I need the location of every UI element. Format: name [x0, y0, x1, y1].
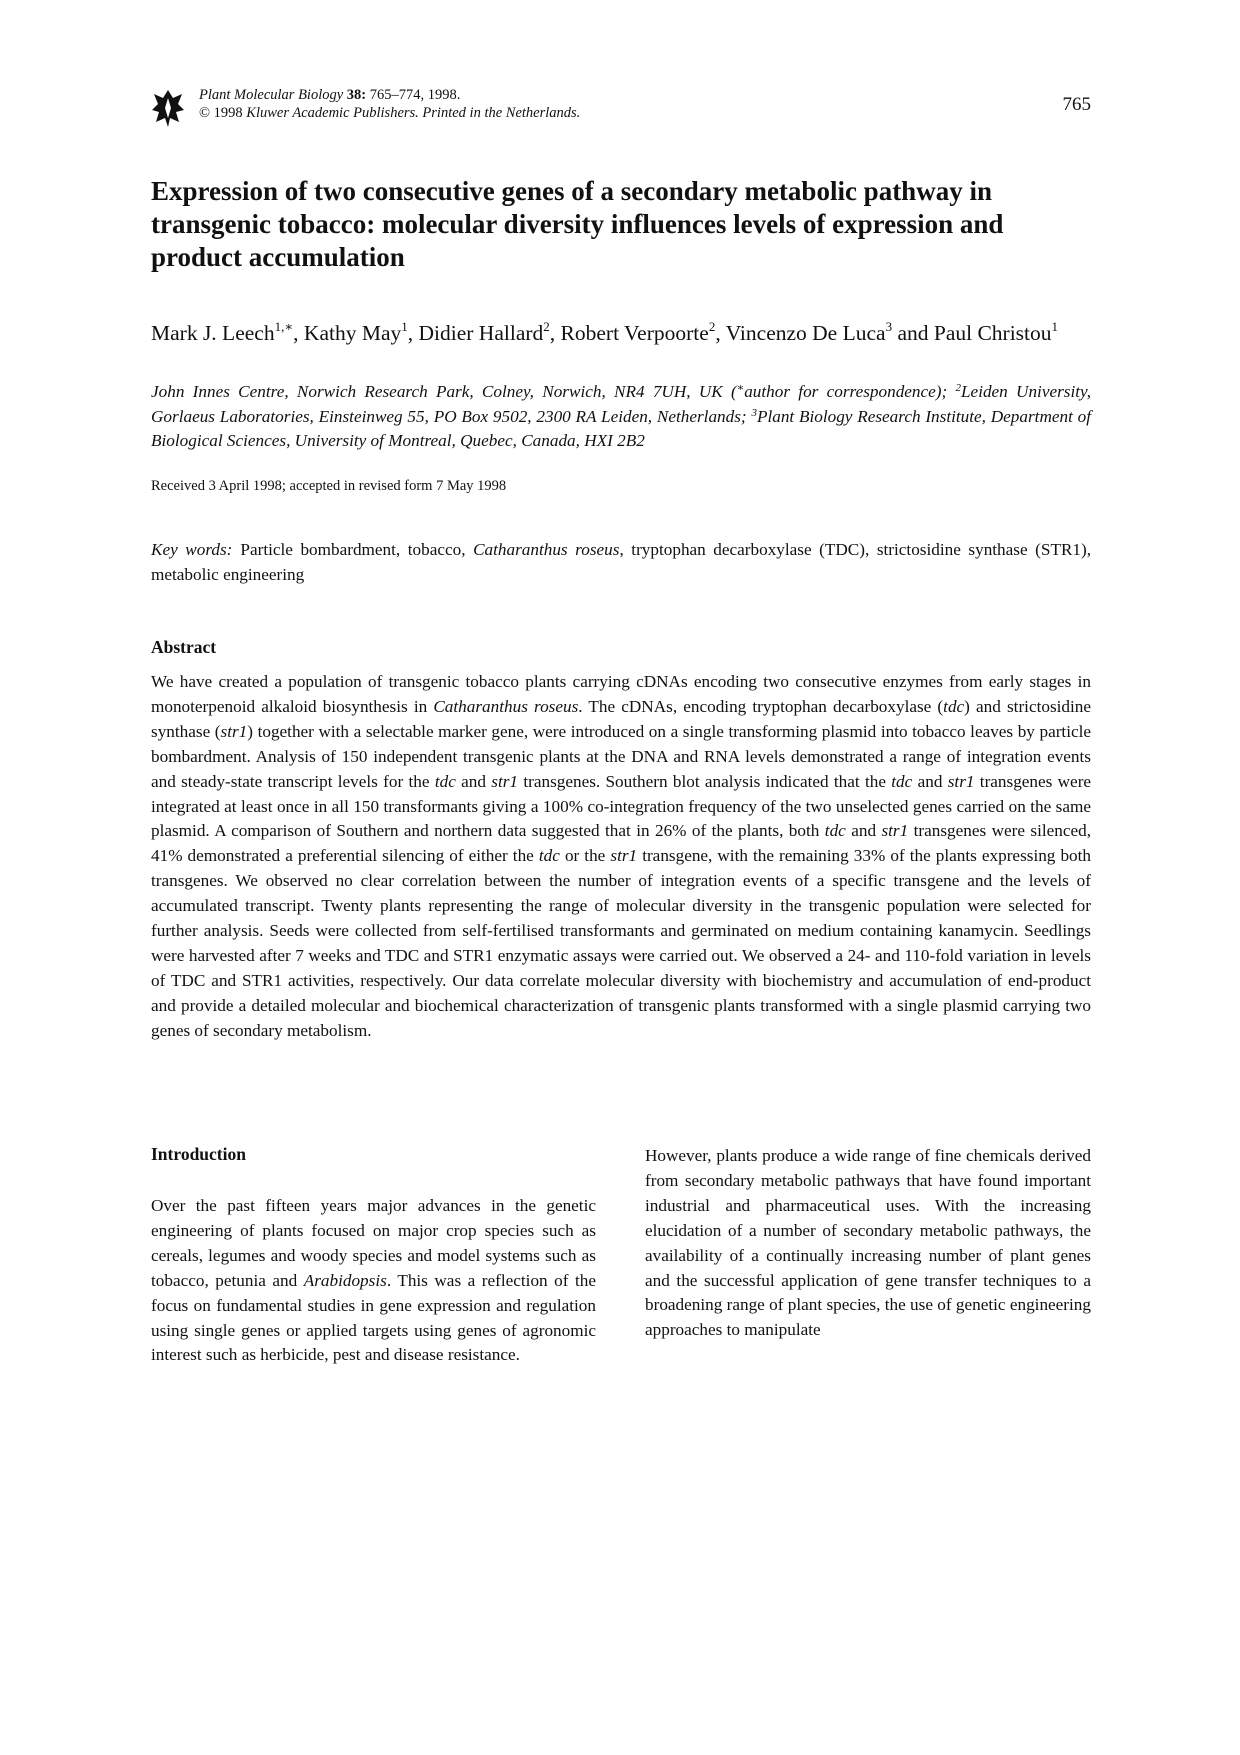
author-name: Robert Verpoorte	[560, 321, 709, 345]
journal-header	[151, 86, 1091, 126]
keywords-text: , tryptophan decarboxylase (TDC), strictosidine synthase (STR1), metabolic engineering	[151, 540, 1092, 584]
abstract-heading: Abstract	[151, 637, 217, 657]
author-separator: ,	[715, 321, 726, 345]
affiliation-3: Plant Biology Research Institute, Department of Biological Sciences, University of Montreal, Quebec, Canada, HXI 2B2	[151, 406, 1092, 450]
affiliation-2: Leiden University, Gorlaeus Laboratories, Einsteinweg 55, PO Box 9502, 2300 RA Leiden, Netherlands;	[151, 382, 1091, 426]
gene-name: tdc	[434, 771, 456, 791]
copyright-year: 1998	[213, 105, 243, 121]
journal-copyright	[199, 104, 580, 122]
affiliations	[151, 380, 1091, 454]
author-name: Vincenzo De Luca	[725, 321, 886, 345]
author-affiliation-mark: 1	[1051, 319, 1059, 334]
abstract-segment: transgenes. Southern blot analysis indicated that the	[523, 771, 886, 791]
kluwer-logo-icon	[151, 88, 185, 128]
author-separator: ,	[293, 321, 304, 345]
abstract-segment: transgenes were integrated at least once in all 150 transformants giving a 100% co-integration frequency of the two unselected genes carried on the same plasmid. A comparison of Southern and northern data suggested that in 26% of the plants, both	[151, 771, 1092, 841]
gene-name: str1	[881, 821, 909, 841]
introduction-column-right: However, plants produce a wide range of fine chemicals derived from secondary metabolic pathways that have found important industrial and pharmaceutical uses. With the increasing elucidation of a number of secondary metabolic pathways, the availability of a continually increasing number of plant genes and the successful application of gene transfer techniques to a broadening range of plant species, the use of genetic engineering approaches to manipulate	[645, 1146, 1091, 1340]
gene-name: tdc	[538, 846, 560, 866]
author-name: Paul Christou	[933, 321, 1052, 345]
gene-name: str1	[220, 721, 248, 741]
author-affiliation-mark: 3	[885, 319, 893, 334]
affiliation-1: John Innes Centre, Norwich Research Park, Colney, Norwich, NR4 7UH, UK (	[151, 382, 737, 401]
abstract-segment: We have created a population of transgenic tobacco plants carrying cDNAs encoding two consecutive enzymes from early stages in monoterpenoid alkaloid biosynthesis in	[151, 672, 1091, 716]
printed-in: Printed in the Netherlands.	[422, 105, 581, 121]
gene-name: tdc	[943, 696, 965, 716]
journal-volume: 38:	[346, 87, 367, 103]
author-name: Didier Hallard	[418, 321, 544, 345]
author-name: Mark J. Leech	[151, 321, 275, 345]
author-affiliation-mark: 1,∗	[274, 319, 294, 334]
author-separator: ,	[407, 321, 419, 345]
gene-name: tdc	[824, 821, 846, 841]
affiliation-mark: 3	[751, 406, 757, 419]
keywords	[151, 538, 1091, 587]
abstract-segment: and	[851, 821, 877, 841]
author-affiliation-mark: 2	[708, 319, 716, 334]
abstract-body	[151, 670, 1091, 1044]
abstract-species: Catharanthus roseus	[433, 696, 579, 716]
journal-pages: 765–774, 1998.	[369, 87, 461, 103]
abstract-segment: and	[917, 771, 943, 791]
publisher-name: Kluwer Academic Publishers.	[246, 105, 419, 121]
author-list	[151, 319, 1091, 347]
correspondence-mark: ∗	[736, 382, 745, 394]
gene-name: str1	[491, 771, 519, 791]
author-name: Kathy May	[303, 321, 402, 345]
abstract-segment: transgene, with the remaining 33% of the plants expressing both transgenes. We observed no clear correlation between the number of integration events of a specific transgene and the levels of accumulated transcript. Twenty plants representing the range of molecular diversity in the transgenic population were selected for further analysis. Seeds were collected from self-fertilised transformants and germinated on medium containing kanamycin. Seedlings were harvested after 7 weeks and TDC and STR1 enzymatic assays were carried out. We observed a 24- and 110-fold variation in levels of TDC and STR1 activities, respectively. Our data correlate molecular diversity with biochemistry and accumulation of end-product and provide a detailed molecular and biochemical characterization of transgenic plants transformed with a single plasmid carrying two genes of secondary metabolism.	[151, 846, 1092, 1040]
abstract-segment: transgenes were silenced, 41% demonstrated a preferential silencing of either the	[151, 821, 1092, 866]
author-affiliation-mark: 1	[401, 319, 408, 334]
abstract-segment: ) and strictosidine synthase (	[151, 696, 1092, 741]
introduction-heading: Introduction	[151, 1144, 246, 1164]
abstract-segment: . The cDNAs, encoding tryptophan decarboxylase (	[578, 696, 944, 716]
journal-name: Plant Molecular Biology	[199, 87, 344, 103]
keywords-species: Catharanthus roseus	[473, 540, 620, 559]
keywords-text: Particle bombardment, tobacco,	[240, 540, 466, 559]
affiliation-mark: 2	[955, 382, 961, 394]
affiliation-1-note: author for correspondence);	[744, 382, 948, 401]
page-number: 765	[1062, 94, 1091, 115]
gene-name: str1	[610, 846, 638, 866]
copyright-symbol: ©	[199, 105, 211, 121]
intro-segment: Over the past fifteen years major advances in the genetic engineering of plants focused on major crop species such as cereals, legumes and woody species and model systems such as tobacco, petunia and	[151, 1196, 596, 1290]
journal-citation	[199, 86, 580, 104]
received-dates: Received 3 April 1998; accepted in revised form 7 May 1998	[151, 478, 507, 494]
author-affiliation-mark: 2	[543, 319, 550, 334]
intro-segment: . This was a reflection of the focus on fundamental studies in gene expression and regulation using single genes or applied targets using genes of agronomic interest such as herbicide, pest and disease resistance.	[151, 1270, 596, 1365]
gene-name: str1	[947, 771, 975, 791]
abstract-segment: or the	[564, 846, 606, 866]
abstract-segment: ) together with a selectable marker gene, were introduced on a single transforming plasmid into tobacco leaves by particle bombardment. Analysis of 150 independent transgenic plants at the DNA and RNA levels demonstrated a range of integration events and steady-state transcript levels for the	[151, 721, 1091, 791]
keywords-label: Key words:	[151, 540, 233, 559]
intro-species: Arabidopsis	[303, 1270, 387, 1290]
gene-name: tdc	[891, 771, 913, 791]
introduction-column-left	[151, 1194, 596, 1368]
author-separator: ,	[549, 321, 561, 345]
author-separator: and	[892, 321, 934, 345]
abstract-segment: and	[461, 771, 486, 791]
paper-title: Expression of two consecutive genes of a secondary metabolic pathway in transgenic tobacco: molecular diversity influences levels of expression and product accumulation	[151, 176, 1004, 272]
